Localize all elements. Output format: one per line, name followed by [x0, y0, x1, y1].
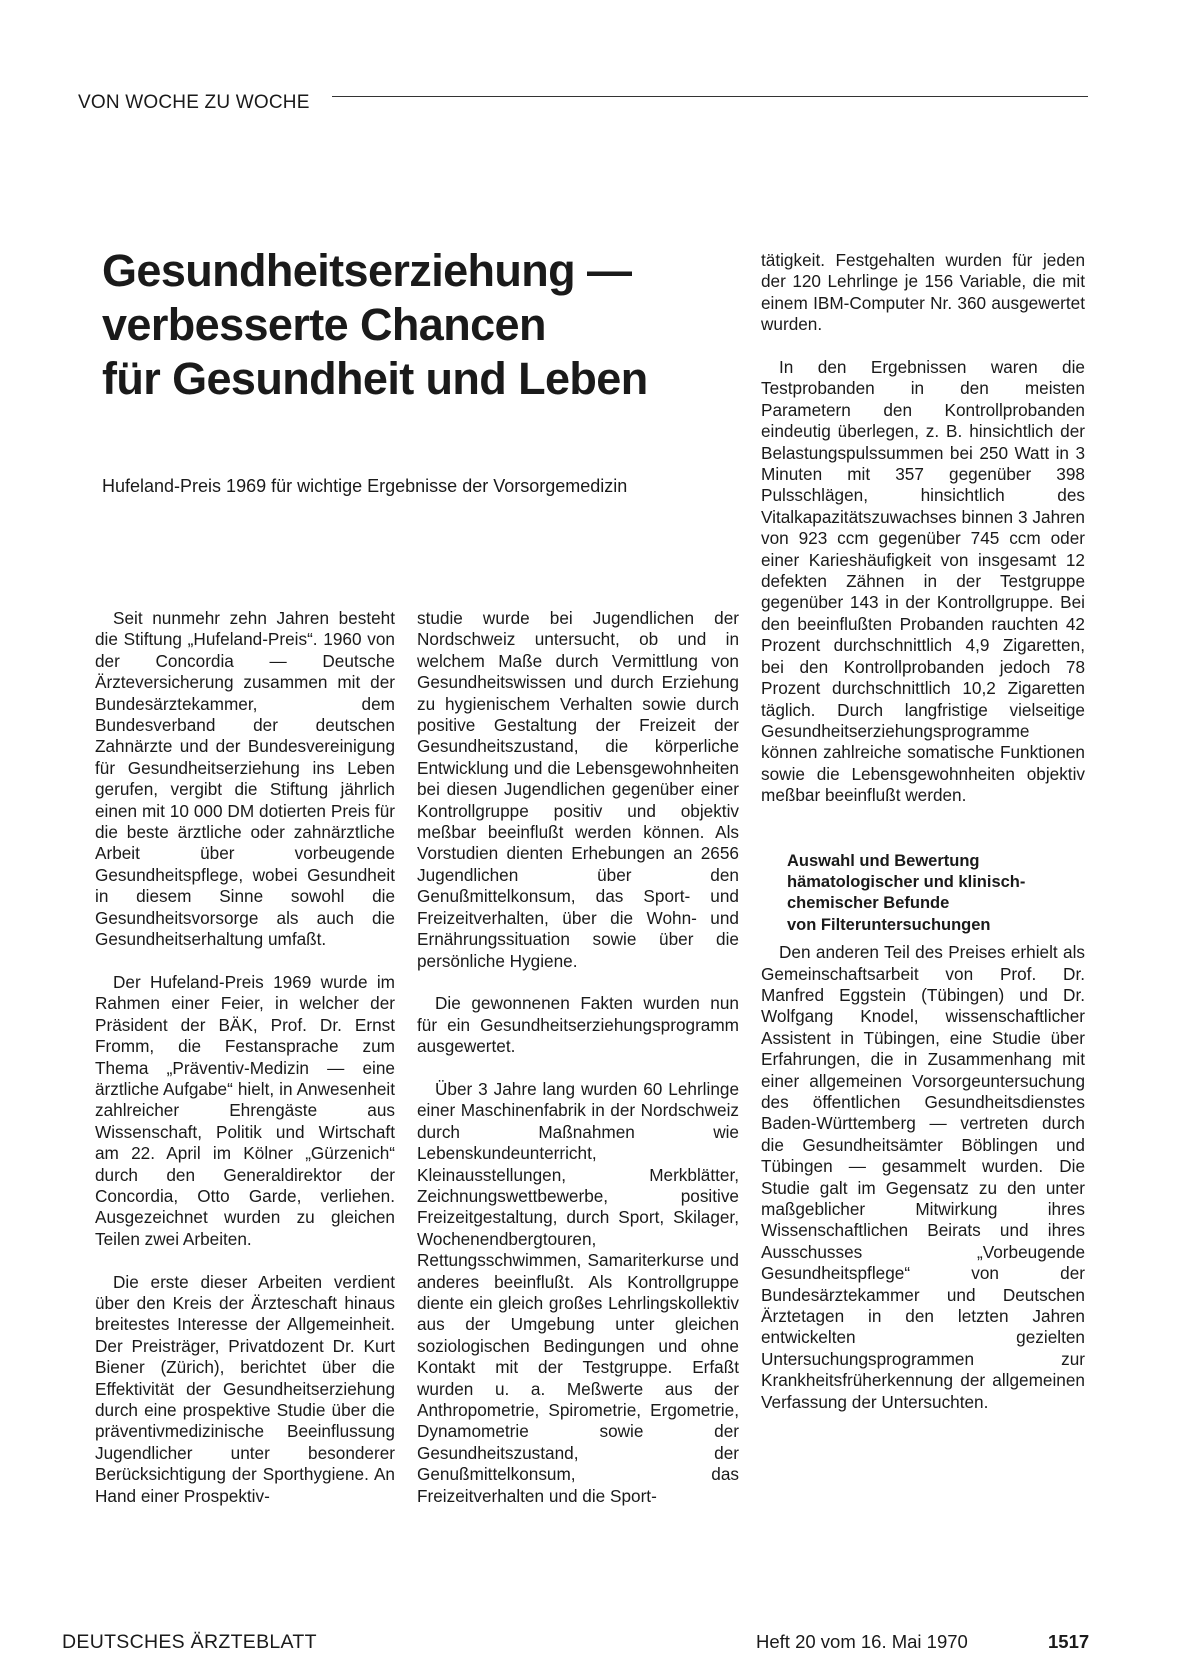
section-heading	[787, 851, 1085, 937]
paragraph: In den Ergebnissen waren die Testprobanden in den meisten Parametern den Kontrollprobanden eindeutig überlegen, z. B. hinsichtlich der Belastungspulssummen bei 250 Watt in 3 Minuten mit 357 gegenüber 398 Pulsschlägen, hinsichtlich des Vitalkapazitätszuwachses binnen 3 Jahren von 923 ccm gegenüber 745 ccm oder einer Karieshäufigkeit von insgesamt 12 defekten Zähnen in der Testgruppe gegenüber 143 in der Kontrollgruppe. Bei den beeinflußten Probanden rauchten 42 Prozent durchschnittlich 4,9 Zigaretten, bei den Kontrollprobanden jedoch 78 Prozent durchschnittlich 10,2 Zigaretten täglich. Durch langfristige vielseitige Gesundheitserziehungsprogramme können zahlreiche somatische Funktionen sowie die Lebensgewohnheiten objektiv meßbar beeinflußt werden.	[761, 357, 1085, 806]
heading-line: chemischer Befunde	[787, 894, 950, 913]
paragraph: tätigkeit. Festgehalten wurden für jeden der 120 Lehrlinge je 156 Variable, die mit einem IBM-Computer Nr. 360 ausgewertet wurden.	[761, 250, 1085, 335]
heading-line: hämatologischer und klinisch-	[787, 872, 1026, 891]
issue-info: Heft 20 vom 16. Mai 1970	[756, 1631, 968, 1652]
text-column-1	[95, 608, 395, 1528]
text-column-3	[761, 250, 1085, 1435]
article-title	[102, 244, 722, 406]
title-line: für Gesundheit und Leben	[102, 353, 648, 404]
paragraph: Den anderen Teil des Preises erhielt als Gemeinschaftsarbeit von Prof. Dr. Manfred Eggstein (Tübingen) und Dr. Wolfgang Knodel, wissenschaftlicher Assistent in Tübingen, eine Studie über Erfahrungen, die in Zusammenhang mit einer allgemeinen Vorsorgeuntersuchung des öffentlichen Gesundheitsdienstes Baden-Württemberg — vertreten durch die Gesundheitsämter Böblingen und Tübingen — gesammelt wurden. Die Studie galt im Gegensatz zu den unter maßgeblicher Mitwirkung ihres Wissenschaftlichen Beirats und ihres Ausschusses „Vorbeugende Gesundheitspflege“ von der Bundesärztekammer und Deutschen Ärztetagen in den letzten Jahren entwickelten gezielten Untersuchungsprogrammen zur Krankheitsfrüherkennung der allgemeinen Verfassung der Untersuchten.	[761, 942, 1085, 1412]
paragraph: Seit nunmehr zehn Jahren besteht die Stiftung „Hufeland-Preis“. 1960 von der Concordia — Deutsche Ärzteversicherung zusammen mit der Bundesärztekammer, dem Bundesverband der deutschen Zahnärzte und der Bundesvereinigung für Gesundheitserziehung ins Leben gerufen, vergibt die Stiftung jährlich einen mit 10 000 DM dotierten Preis für die beste ärztliche oder zahnärztliche Arbeit über vorbeugende Gesundheitspflege, wobei Gesundheit in diesem Sinne sowohl die Gesundheitsvorsorge als auch die Gesundheitserhaltung umfaßt.	[95, 608, 395, 950]
paragraph: Der Hufeland-Preis 1969 wurde im Rahmen einer Feier, in welcher der Präsident der BÄK, Prof. Dr. Ernst Fromm, die Festansprache zum Thema „Präventiv-Medizin — eine ärztliche Aufgabe“ hielt, in Anwesenheit zahlreicher Ehrengäste aus Wissenschaft, Politik und Wirtschaft am 22. April im Kölner „Gürzenich“ durch den Generaldirektor der Concordia, Otto Garde, verliehen. Ausgezeichnet wurden zu gleichen Teilen zwei Arbeiten.	[95, 971, 395, 1249]
heading-line: von Filteruntersuchungen	[787, 915, 991, 934]
paragraph: Über 3 Jahre lang wurden 60 Lehrlinge einer Maschinenfabrik in der Nordschweiz durch Maßnahmen wie Lebenskundeunterricht, Kleinausstellungen, Merkblätter, Zeichnungswettbewerbe, positive Freizeitgestaltung, durch Sport, Skilager, Wochenendbergtouren, Rettungsschwimmen, Samariterkurse und anderes beeinflußt. Als Kontrollgruppe diente ein gleich großes Lehrlingskollektiv aus der Umgebung unter gleichen soziologischen Bedingungen und ohne Kontakt mit der Testgruppe. Erfaßt wurden u. a. Meßwerte aus der Anthropometrie, Spirometrie, Ergometrie, Dynamometrie sowie der Gesundheitszustand, der Genußmittelkonsum, das Freizeitverhalten und die Sport-	[417, 1078, 739, 1506]
paragraph: studie wurde bei Jugendlichen der Nordschweiz untersucht, ob und in welchem Maße durch Vermittlung von Gesundheitswissen und durch Erziehung zu hygienischem Verhalten sowie durch positive Gestaltung der Freizeit der Gesundheitszustand, die körperliche Entwicklung und die Lebensgewohnheiten bei diesen Jugendlichen gegenüber einer Kontrollgruppe positiv und objektiv meßbar beeinflußt werden können. Als Vorstudien dienten Erhebungen an 2656 Jugendlichen über den Genußmittelkonsum, das Sport- und Freizeitverhalten, über die Wohn- und Ernährungssituation sowie über die persönliche Hygiene.	[417, 608, 739, 971]
journal-name: DEUTSCHES ÄRZTEBLATT	[62, 1631, 317, 1653]
title-line: Gesundheitserziehung —	[102, 245, 632, 296]
header-rule	[332, 96, 1088, 97]
text-column-2	[417, 608, 739, 1528]
page-number: 1517	[1048, 1631, 1090, 1652]
section-header: VON WOCHE ZU WOCHE	[78, 92, 310, 113]
heading-line: Auswahl und Bewertung	[787, 851, 980, 870]
paragraph: Die erste dieser Arbeiten verdient über den Kreis der Ärzteschaft hinaus breitestes Interesse der Allgemeinheit. Der Preisträger, Privatdozent Dr. Kurt Biener (Zürich), berichtet über die Effektivität der Gesundheitserziehung durch eine prospektive Studie über die präventivmedizinische Beeinflussung Jugendlicher unter besonderer Berücksichtigung der Sporthygiene. An Hand einer Prospektiv-	[95, 1271, 395, 1506]
title-line: verbesserte Chancen	[102, 299, 546, 350]
paragraph: Die gewonnenen Fakten wurden nun für ein Gesundheitserziehungsprogramm ausgewertet.	[417, 993, 739, 1057]
article-subtitle: Hufeland-Preis 1969 für wichtige Ergebnisse der Vorsorgemedizin	[102, 476, 628, 496]
